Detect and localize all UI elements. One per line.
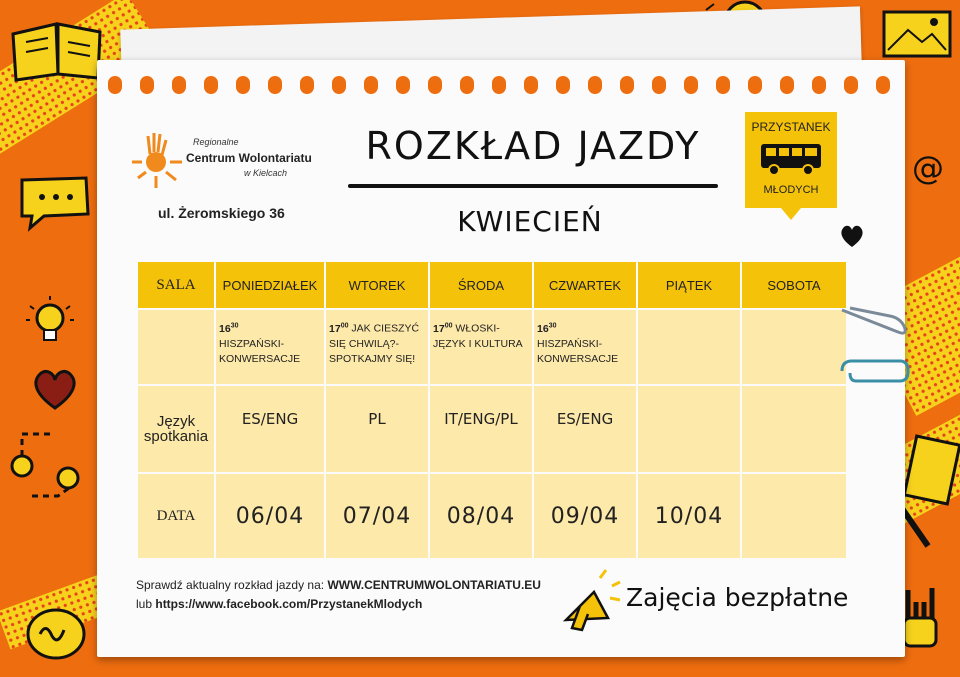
header-tuesday: WTOREK (326, 262, 428, 308)
megaphone-icon (560, 568, 624, 638)
badge-bottom-label: MŁODYCH (763, 184, 819, 196)
organizer-line1: Regionalne (193, 137, 239, 147)
heart-icon (30, 366, 80, 412)
organizer-address: ul. Żeromskiego 36 (158, 205, 285, 221)
header-sala: SALA (138, 262, 214, 308)
chat-bubble-icon (14, 172, 94, 232)
website-link[interactable]: WWW.CENTRUMWOLONTARIATU.EU (327, 578, 541, 592)
free-classes-label: Zajęcia bezpłatne (626, 583, 849, 612)
event-cell-thursday: $16^{30}$ HISZPAŃSKI-KONWERSACJE (534, 310, 636, 384)
footer-line-2: lub https://www.facebook.com/PrzystanekMlodych (136, 597, 423, 611)
book-icon (8, 14, 108, 84)
date-monday: 06/04 (216, 474, 324, 558)
language-saturday (742, 386, 846, 472)
date-thursday: 09/04 (534, 474, 636, 558)
date-friday: 10/04 (638, 474, 740, 558)
organizer-city: w Kielcach (244, 168, 288, 178)
sala-empty-cell (138, 310, 214, 384)
event-cell-friday (638, 310, 740, 384)
event-cell-saturday (742, 310, 846, 384)
language-monday: ES/ENG (216, 386, 324, 472)
svg-text:@: @ (912, 149, 944, 187)
month-heading: KWIECIEŃ (457, 205, 603, 238)
heart-icon (838, 222, 866, 250)
date-saturday (742, 474, 846, 558)
paper-holes (100, 76, 900, 96)
header-friday: PIĄTEK (638, 262, 740, 308)
language-row-label: Język spotkania (138, 386, 214, 472)
picture-icon (878, 4, 958, 64)
game-controller-icon (2, 426, 92, 516)
lightbulb-icon (20, 292, 80, 352)
event-cell-tuesday: $17^{00}$ JAK CIESZYĆ SIĘ CHWILĄ?-SPOTKAJMY SIĘ! (326, 310, 428, 384)
language-wednesday: IT/ENG/PL (430, 386, 532, 472)
at-sign-icon (908, 146, 952, 190)
language-thursday: ES/ENG (534, 386, 636, 472)
header-monday: PONIEDZIAŁEK (216, 262, 324, 308)
speech-bubble-icon (20, 600, 90, 670)
event-cell-wednesday: $17^{00}$ WŁOSKI-JĘZYK I KULTURA (430, 310, 532, 384)
header-thursday: CZWARTEK (534, 262, 636, 308)
header-wednesday: ŚRODA (430, 262, 532, 308)
paperclip-icon (838, 300, 910, 340)
hand-sun-logo-icon (124, 128, 186, 190)
page-title: ROZKŁAD JAZDY (365, 124, 701, 168)
paperclip-icon (838, 355, 912, 391)
date-row-label: DATA (138, 474, 214, 558)
date-tuesday: 07/04 (326, 474, 428, 558)
language-tuesday: PL (326, 386, 428, 472)
bus-icon (759, 142, 823, 176)
organizer-name: Centrum Wolontariatu (186, 151, 312, 165)
date-wednesday: 08/04 (430, 474, 532, 558)
footer-line-1: Sprawdź aktualny rozkład jazdy na: WWW.CENTRUMWOLONTARIATU.EU (136, 578, 541, 592)
badge-top-label: PRZYSTANEK (751, 120, 831, 134)
schedule-table (138, 262, 834, 552)
przystanek-badge (745, 112, 837, 208)
header-saturday: SOBOTA (742, 262, 846, 308)
title-underline (348, 184, 718, 188)
event-cell-monday: $16^{30}$ HISZPAŃSKI-KONWERSACJE (216, 310, 324, 384)
facebook-link[interactable]: https://www.facebook.com/PrzystanekMlodych (155, 597, 423, 611)
language-friday (638, 386, 740, 472)
